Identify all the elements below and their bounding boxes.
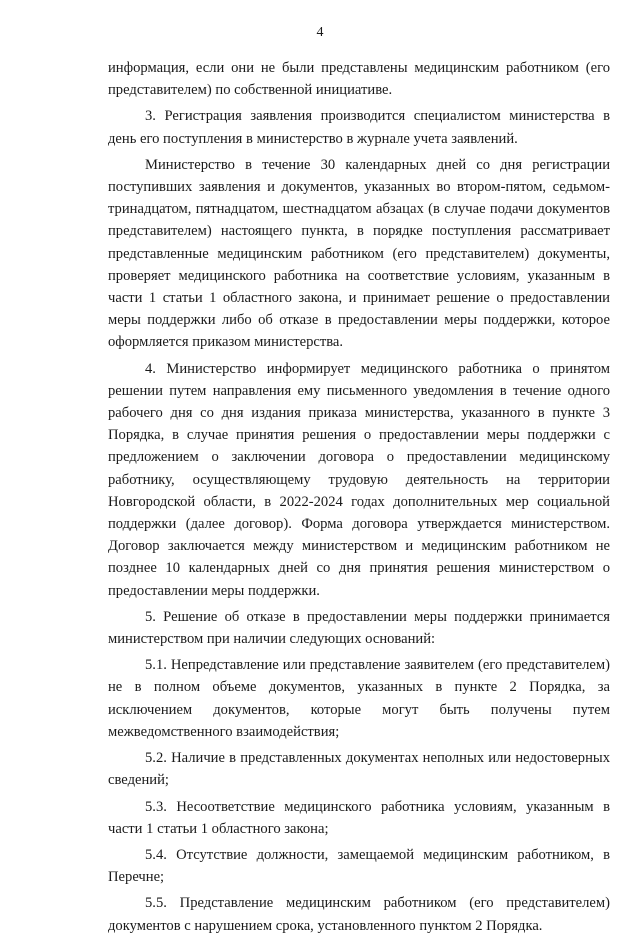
paragraph-item-4: 4. Министерство информирует медицинского работника о принятом решении путем направления ему письменного уведомления в течение одного рабочего дня со дня издания приказа министерства, указанного в пункте 3 Порядка, в случае принятия решения о предоставлении меры поддержки с предложением о заключении договора о предоставлении медицинскому работнику, осуществляющему трудовую деятельность на территории Новгородской области, в 2022-2024 годах дополнительных мер социальной поддержки (далее договор). Форма договора утверждается министерством. Договор заключается между министерством и медицинским работником не позднее 10 календарных дней со дня принятия решения министерством о предоставлении меры поддержки.	[108, 360, 610, 599]
paragraph-item-5-4: 5.4. Отсутствие должности, замещаемой медицинским работником, в Перечне;	[108, 846, 610, 886]
paragraph-ministry-review: Министерство в течение 30 календарных дней со дня регистрации поступивших заявления и документов, указанных во втором-пятом, седьмом-тринадцатом, пятнадцатом, шестнадцатом абзацах (в случае подачи документов представителем) настоящего пункта, в порядке поступления рассматривает представленные медицинским работником (его представителем) документы, проверяет медицинского работника на соответствие условиям, указанным в части 1 статьи 1 областного закона, и принимает решение о предоставлении меры поддержки либо об отказе в предоставлении меры поддержки, которое оформляется приказом министерства.	[108, 156, 610, 351]
paragraph-item-5: 5. Решение об отказе в предоставлении меры поддержки принимается министерством при наличии следующих оснований:	[108, 608, 610, 648]
paragraph-item-5-1: 5.1. Непредставление или представление заявителем (его представителем) не в полном объеме документов, указанных в пункте 2 Порядка, за исключением документов, которые могут быть получены путем межведомственного взаимодействия;	[108, 657, 610, 740]
paragraph-item-3: 3. Регистрация заявления производится специалистом министерства в день его поступления в министерство в журнале учета заявлений.	[108, 108, 610, 147]
paragraph-continuation: информация, если они не были представлены медицинским работником (его представителем) по собственной инициативе.	[108, 60, 610, 99]
paragraph-item-5-3: 5.3. Несоответствие медицинского работника условиям, указанным в части 1 статьи 1 областного закона;	[108, 798, 610, 837]
paragraph-item-5-5: 5.5. Представление медицинским работником (его представителем) документов с нарушением срока, установленного пунктом 2 Порядка.	[108, 895, 610, 934]
paragraph-item-5-2: 5.2. Наличие в представленных документах неполных или недостоверных сведений;	[108, 750, 610, 789]
page-number: 4	[316, 25, 324, 40]
document-body	[108, 57, 610, 937]
